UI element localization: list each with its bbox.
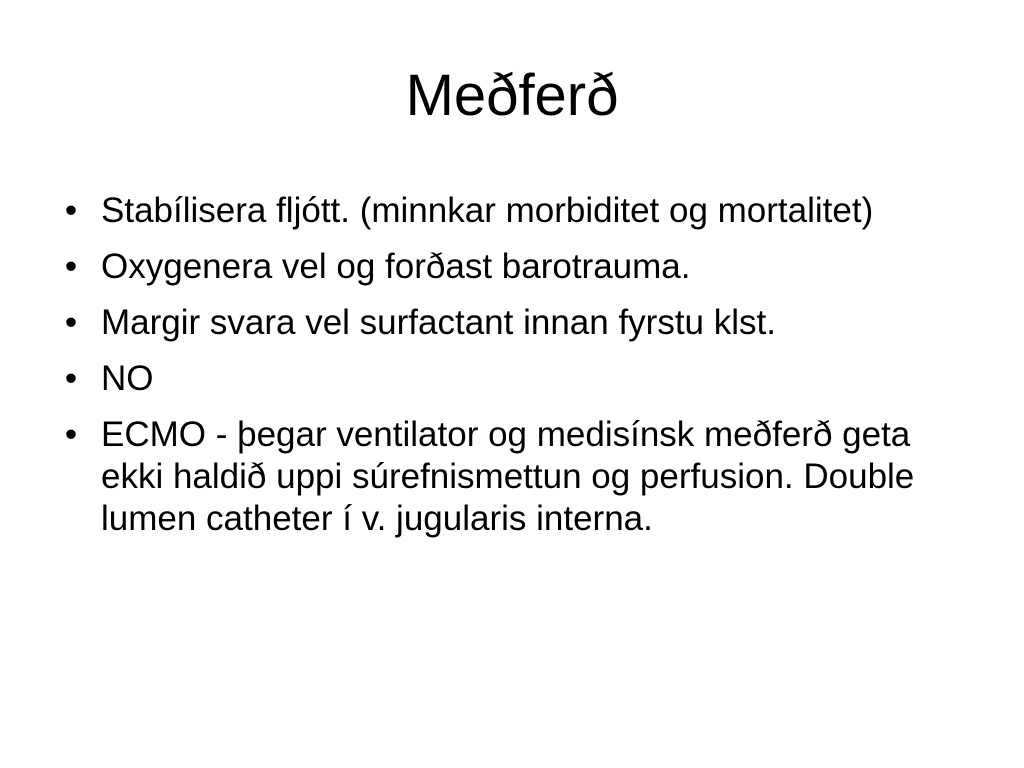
bullet-item xyxy=(56,190,956,232)
bullet-point-icon: • xyxy=(64,359,78,398)
bullet-item xyxy=(56,302,956,344)
bullet-text: Margir svara vel surfactant innan fyrstu klst. xyxy=(101,303,776,342)
bullet-text: Stabílisera fljótt. (minnkar morbiditet og mortalitet) xyxy=(101,191,874,230)
bullet-text: Oxygenera vel og forðast barotrauma. xyxy=(101,247,691,286)
bullet-point-icon: • xyxy=(64,191,78,230)
bullet-item xyxy=(56,358,956,400)
bullet-point-icon: • xyxy=(64,415,78,454)
bullet-item xyxy=(56,246,956,288)
bullet-list xyxy=(56,190,956,554)
bullet-point-icon: • xyxy=(64,303,78,342)
slide-title: Meðferð xyxy=(405,63,619,128)
bullet-point-icon: • xyxy=(64,247,78,286)
bullet-text: ECMO - þegar ventilator og medisínsk meðferð geta ekki haldið uppi súrefnismettun og perfusion. Double lumen catheter í v. jugularis interna. xyxy=(101,415,915,538)
bullet-item xyxy=(56,414,956,540)
bullet-text: NO xyxy=(101,359,154,398)
